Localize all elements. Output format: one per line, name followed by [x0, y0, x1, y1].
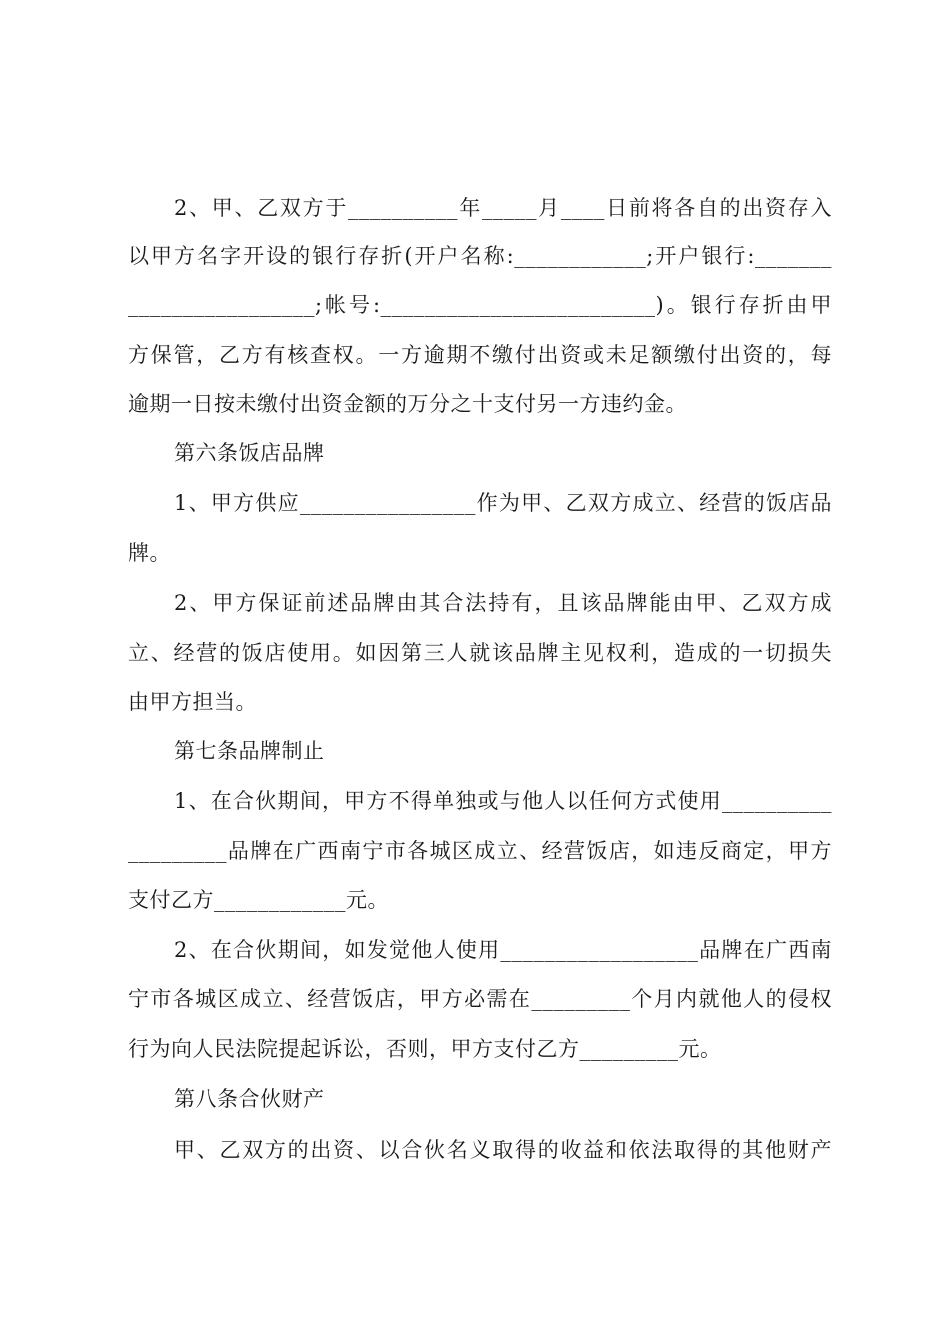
paragraph-line: 由甲方担当。: [128, 690, 257, 714]
paragraph-line: 逾期一日按未缴付出资金额的万分之十支付另一方违约金。: [128, 392, 687, 416]
paragraph-line: _________品牌在广西南宁市各城区成立、经营饭店，如违反商定，甲方: [128, 839, 832, 863]
paragraph-line: 行为向人民法院提起诉讼，否则，甲方支付乙方_________元。: [128, 1037, 722, 1061]
section-heading: 第七条品牌制止: [174, 739, 325, 763]
paragraph-line: 2、在合伙期间，如发觉他人使用__________________品牌在广西南: [174, 938, 832, 962]
paragraph-line: 支付乙方____________元。: [128, 888, 389, 912]
paragraph-line: _________________;帐号:_________________________)。银行存折由甲: [128, 293, 832, 317]
section-heading: 第六条饭店品牌: [174, 441, 325, 465]
section-heading: 第八条合伙财产: [174, 1087, 325, 1111]
paragraph-line: 以甲方名字开设的银行存折(开户名称:____________;开户银行:_______: [128, 244, 832, 268]
paragraph-line: 宁市各城区成立、经营饭店，甲方必需在_________个月内就他人的侵权: [128, 987, 832, 1011]
paragraph-line: 2、甲方保证前述品牌由其合法持有，且该品牌能由甲、乙双方成: [174, 591, 832, 615]
paragraph-line: 2、甲、乙双方于__________年_____月____日前将各自的出资存入: [174, 196, 832, 220]
paragraph-line: 立、经营的饭店使用。如因第三人就该品牌主见权利，造成的一切损失: [128, 641, 832, 665]
paragraph-line: 牌。: [128, 541, 171, 565]
paragraph-line: 方保管，乙方有核查权。一方逾期不缴付出资或未足额缴付出资的，每: [128, 343, 832, 367]
paragraph-line: 1、在合伙期间，甲方不得单独或与他人以任何方式使用__________: [174, 789, 832, 813]
paragraph-line: 1、甲方供应________________作为甲、乙双方成立、经营的饭店品: [174, 491, 832, 515]
paragraph-line: 甲、乙双方的出资、以合伙名义取得的收益和依法取得的其他财产: [174, 1138, 832, 1162]
